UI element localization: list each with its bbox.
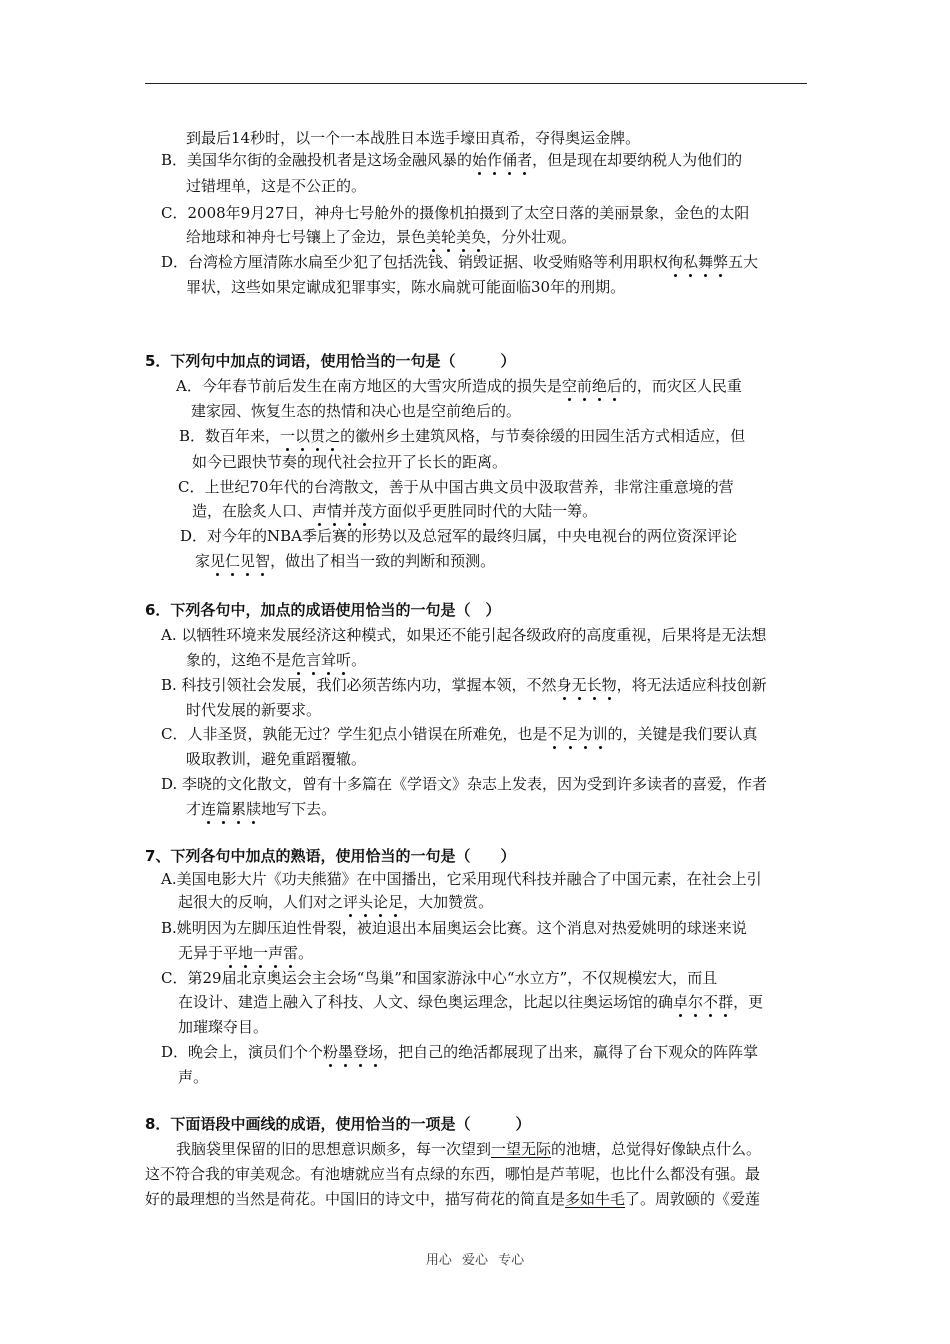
dotted-character: 美 — [426, 228, 442, 246]
dotted-character: 贯 — [310, 427, 326, 445]
q5-option-b: B．数百年来，一以贯之的徽州乡土建筑风格，与节奏徐缓的田园生活方式相适应，但 — [179, 427, 746, 445]
dotted-character: 群 — [718, 993, 734, 1011]
q5-option-d-cont: 家见仁见智，做出了相当一致的判断和预测。 — [195, 552, 496, 570]
dotted-character: 危 — [291, 651, 307, 669]
dotted-idiom — [291, 651, 351, 669]
dotted-character: 评 — [343, 893, 359, 911]
dotted-character: 平 — [223, 944, 239, 962]
underlined-idiom: 一望无际 — [491, 1140, 552, 1158]
dotted-character: 后 — [606, 377, 622, 395]
underlined-idiom: 多如牛毛 — [565, 1190, 626, 1208]
dotted-character: 身 — [556, 676, 572, 694]
q4-option-b-cont: 过错埋单，这是不公正的。 — [186, 177, 367, 195]
q4-option-c: C．2008年9月27日，神舟七号舱外的摄像机拍摄到了太空日落的美丽景象，金色的太阳 — [161, 204, 750, 222]
q8-passage-line1: 我脑袋里保留的旧的思想意识颇多，每一次望到一望无际的池塘，总觉得好像缺点什么。 — [176, 1140, 762, 1158]
dotted-character: 论 — [373, 893, 389, 911]
dotted-character: 为 — [577, 725, 593, 743]
dotted-character: 连 — [201, 800, 217, 818]
dotted-character: 见 — [240, 552, 256, 570]
q7-option-c-cont2: 加璀璨夺目。 — [178, 1018, 269, 1036]
dotted-idiom — [562, 377, 622, 395]
dotted-idiom — [210, 552, 270, 570]
q6-option-b-cont: 时代发展的新要求。 — [186, 701, 322, 719]
q7-option-a: A.美国电影大片《功夫熊猫》在中国播出，它采用现代科技并融合了中国元素，在社会上引 — [161, 870, 762, 888]
dotted-character: 篇 — [216, 800, 232, 818]
dotted-idiom — [472, 151, 532, 169]
dotted-character: 长 — [586, 676, 602, 694]
q4-option-d-cont: 罪状，这些如果定谳成犯罪事实，陈水扁就可能面临30年的刑期。 — [186, 278, 626, 296]
dotted-idiom — [201, 800, 261, 818]
dotted-character: 训 — [592, 725, 608, 743]
dotted-character: 言 — [306, 651, 322, 669]
dotted-character: 地 — [238, 944, 254, 962]
q5-option-b-cont: 如今已跟快节奏的现代社会拉开了长长的距离。 — [192, 453, 508, 471]
q7-option-b: B.姚明因为左脚压迫性骨裂，被迫退出本届奥运会比赛。这个消息对热爱姚明的球迷来说 — [161, 919, 747, 937]
q5-option-c-cont: 造，在脍炙人口、声情并茂方面似乎更胜同时代的大陆一筹。 — [192, 502, 598, 520]
dotted-idiom — [223, 944, 298, 962]
dotted-character: 茂 — [357, 502, 373, 520]
q7-option-d-cont: 声。 — [178, 1068, 209, 1086]
dotted-character: 不 — [703, 993, 719, 1011]
dotted-character: 耸 — [321, 651, 337, 669]
q8-passage-line3: 好的最理想的当然是荷花。中国旧的诗文中，描写荷花的简直是多如牛毛了。周敦颐的《爱莲 — [145, 1190, 761, 1208]
dotted-idiom — [323, 1043, 383, 1061]
dotted-character: 一 — [253, 944, 269, 962]
dotted-character: 弊 — [713, 253, 729, 271]
dotted-character: 智 — [255, 552, 271, 570]
dotted-character: 粉 — [323, 1043, 339, 1061]
dotted-character: 前 — [576, 377, 592, 395]
dotted-character: 场 — [368, 1043, 384, 1061]
dotted-character: 者 — [517, 151, 533, 169]
dotted-character: 不 — [547, 725, 563, 743]
header-rule — [145, 83, 807, 84]
dotted-character: 私 — [683, 253, 699, 271]
dotted-character: 物 — [601, 676, 617, 694]
q6-heading: 6．下列各句中，加点的成语使用恰当的一句是（ ） — [145, 601, 501, 619]
dotted-character: 奂 — [471, 228, 487, 246]
dotted-character: 作 — [487, 151, 503, 169]
dotted-character: 始 — [472, 151, 488, 169]
dotted-idiom — [343, 893, 403, 911]
dotted-character: 卓 — [673, 993, 689, 1011]
dotted-character: 登 — [353, 1043, 369, 1061]
q5-option-a: A．今年春节前后发生在南方地区的大雪灾所造成的损失是空前绝后的，而灾区人民重 — [176, 377, 742, 395]
dotted-character: 舞 — [698, 253, 714, 271]
q4-option-b: B．美国华尔街的金融投机者是这场金融风暴的始作俑者，但是现在却要纳税人为他们的 — [161, 151, 743, 169]
q6-option-c-cont: 吸取教训，避免重蹈覆辙。 — [186, 750, 367, 768]
dotted-character: 见 — [210, 552, 226, 570]
q5-option-c: C．上世纪70年代的台湾散文，善于从中国古典文员中汲取营养，非常注重意境的营 — [178, 478, 734, 496]
q6-option-b: B. 科技引领社会发展，我们必须苦练内功，掌握本领，不然身无长物，将无法适应科技创新 — [161, 676, 767, 694]
q8-passage-line2: 这不符合我的审美观念。有池塘就应当有点绿的东西，哪怕是芦苇呢，也比什么都没有强。最 — [145, 1165, 761, 1183]
q6-option-a-cont: 象的，这绝不是危言耸听。 — [186, 651, 367, 669]
dotted-idiom — [312, 502, 372, 520]
dotted-character: 绝 — [591, 377, 607, 395]
dotted-character: 头 — [358, 893, 374, 911]
q7-option-b-cont: 无异于平地一声雷。 — [178, 944, 314, 962]
dotted-idiom — [557, 676, 617, 694]
q6-option-a: A. 以牺牲环境来发展经济这种模式，如果还不能引起各级政府的高度重视，后果将是无法想 — [161, 626, 767, 644]
q4-option-c-cont: 给地球和神舟七号镶上了金边，景色美轮美奂，分外壮观。 — [186, 228, 577, 246]
q4-option-a-cont: 到最后14秒时，以一个一本战胜日本选手壕田真希，夺得奥运金牌。 — [186, 129, 641, 147]
dotted-character: 累 — [231, 800, 247, 818]
dotted-character: 美 — [456, 228, 472, 246]
dotted-character: 声 — [312, 502, 328, 520]
q5-option-a-cont: 建家园、恢复生态的热情和决心也是空前绝后的。 — [191, 402, 522, 420]
dotted-character: 空 — [561, 377, 577, 395]
q6-option-c: C．人非圣贤，孰能无过？学生犯点小错误在所难免，也是不足为训的，关键是我们要认真 — [161, 725, 758, 743]
q4-option-d: D．台湾检方厘清陈水扁至少犯了包括洗钱、销毁证据、收受贿赂等利用职权徇私舞弊五大 — [161, 253, 759, 271]
dotted-character: 无 — [571, 676, 587, 694]
q6-option-d: D. 李晓的文化散文，曾有十多篇在《学语文》杂志上发表，因为受到许多读者的喜爱，作者 — [161, 775, 768, 793]
dotted-character: 俑 — [502, 151, 518, 169]
dotted-character: 足 — [388, 893, 404, 911]
dotted-character: 以 — [295, 427, 311, 445]
dotted-character: 轮 — [441, 228, 457, 246]
q7-option-d: D．晚会上，演员们个个粉墨登场，把自己的绝活都展现了出来，赢得了台下观众的阵阵掌 — [161, 1043, 759, 1061]
dotted-character: 雷 — [283, 944, 299, 962]
q7-option-c: C．第29届北京奥运会主会场“鸟巢”和国家游泳中心“水立方”，不仅规模宏大，而且 — [161, 969, 718, 987]
q8-heading: 8．下面语段中画线的成语，使用恰当的一项是（ ） — [145, 1115, 531, 1133]
q7-option-a-cont: 起很大的反响，人们对之评头论足，大加赞赏。 — [178, 893, 494, 911]
dotted-idiom — [280, 427, 340, 445]
dotted-character: 足 — [562, 725, 578, 743]
q6-option-d-cont: 才连篇累牍地写下去。 — [186, 800, 337, 818]
dotted-idiom — [673, 993, 733, 1011]
dotted-character: 牍 — [246, 800, 262, 818]
dotted-idiom — [547, 725, 607, 743]
dotted-idiom — [668, 253, 728, 271]
dotted-character: 并 — [342, 502, 358, 520]
q7-heading: 7、下列各句中加点的熟语，使用恰当的一句是（ ） — [145, 847, 516, 865]
q5-heading: 5．下列句中加点的词语，使用恰当的一句是（ ） — [145, 352, 516, 370]
dotted-character: 尔 — [688, 993, 704, 1011]
dotted-character: 听 — [336, 651, 352, 669]
dotted-character: 之 — [325, 427, 341, 445]
q5-option-d: D．对今年的NBA季后赛的形势以及总冠军的最终归属，中央电视台的两位资深评论 — [180, 527, 738, 545]
page-footer: 用心 爱心 专心 — [425, 1253, 525, 1268]
dotted-character: 声 — [268, 944, 284, 962]
dotted-character: 一 — [280, 427, 296, 445]
dotted-character: 墨 — [338, 1043, 354, 1061]
dotted-character: 情 — [327, 502, 343, 520]
dotted-idiom — [426, 228, 486, 246]
dotted-character: 仁 — [225, 552, 241, 570]
q7-option-c-cont: 在设计、建造上融入了科技、人文、绿色奥运理念，比起以往奥运场馆的确卓尔不群，更 — [178, 993, 764, 1011]
dotted-character: 徇 — [668, 253, 684, 271]
